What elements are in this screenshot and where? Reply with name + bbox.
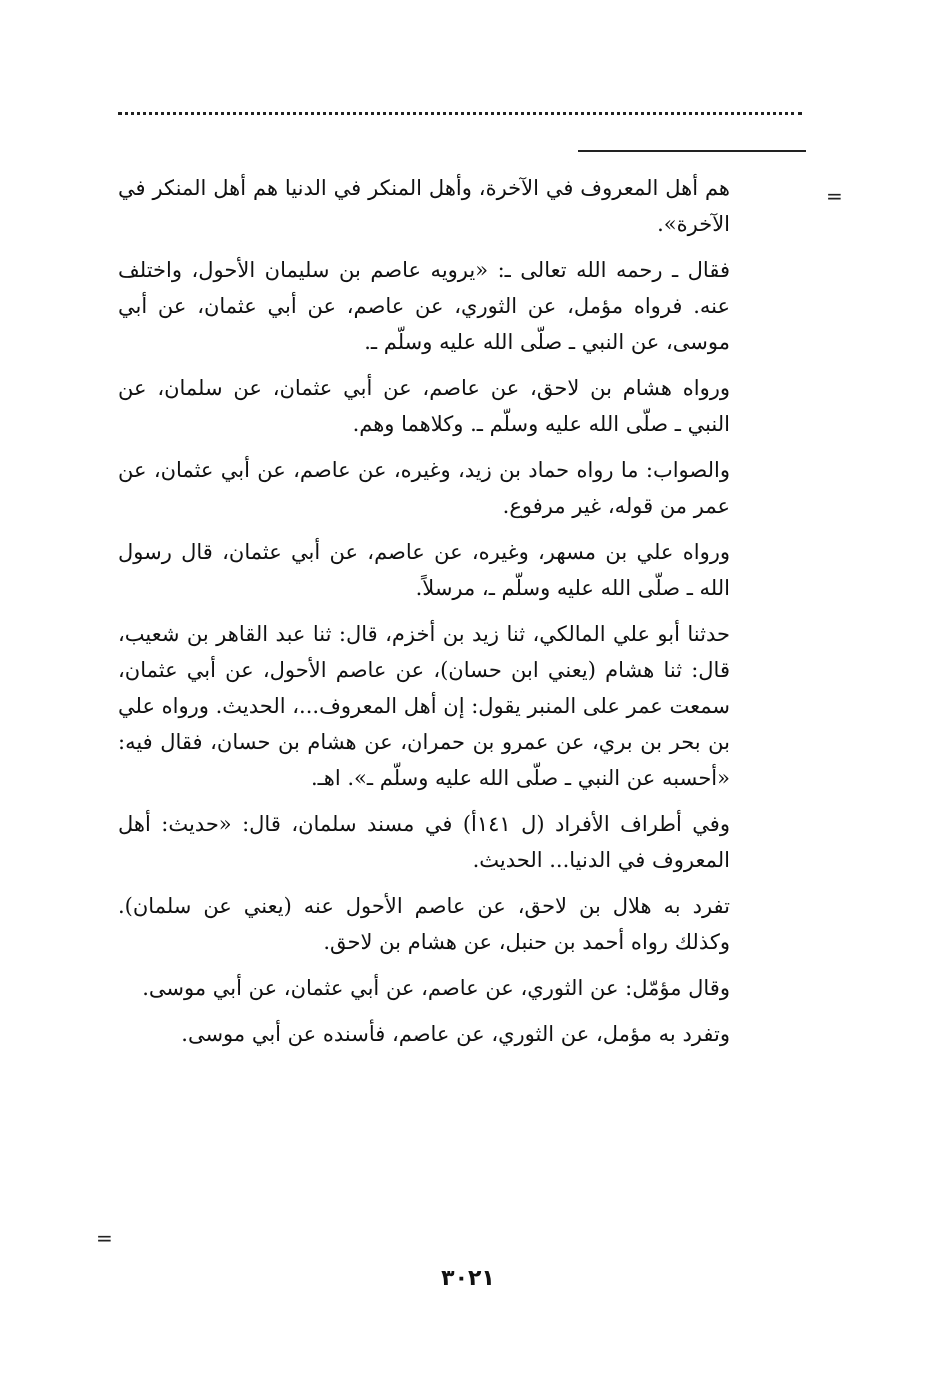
continuation-mark-bottom: = xyxy=(96,1226,113,1250)
paragraph: وقال مؤمّل: عن الثوري، عن عاصم، عن أبي عثمان، عن أبي موسى. xyxy=(142,976,730,1000)
dotted-separator xyxy=(118,112,802,115)
paragraph: والصواب: ما رواه حماد بن زيد، وغيره، عن عاصم، عن أبي عثمان، عن عمر من قوله، غير مرفوع. xyxy=(118,458,730,518)
paragraph: ورواه هشام بن لاحق، عن عاصم، عن أبي عثمان، عن سلمان، عن النبي ـ صلّى الله عليه وسلّم ـ. وكلاهما وهم. xyxy=(118,376,730,436)
paragraph: تفرد به هلال بن لاحق، عن عاصم الأحول عنه (يعني عن سلمان). وكذلك رواه أحمد بن حنبل، عن هشام بن لاحق. xyxy=(118,894,730,954)
paragraph: ورواه علي بن مسهر، وغيره، عن عاصم، عن أبي عثمان، قال رسول الله ـ صلّى الله عليه وسلّم ـ، مرسلاً. xyxy=(118,540,730,600)
page-number: ٣٠٢١ xyxy=(441,1266,495,1291)
paragraph: وفي أطراف الأفراد (ل ١٤١أ) في مسند سلمان، قال: «حديث: أهل المعروف في الدنيا... الحديث. xyxy=(118,812,730,872)
paragraph: فقال ـ رحمه الله تعالى ـ: «يرويه عاصم بن سليمان الأحول، واختلف عنه. فرواه مؤمل، عن الثوري، عن عاصم، عن أبي عثمان، عن أبي موسى، عن النبي ـ صلّى الله عليه وسلّم ـ. xyxy=(118,258,730,354)
paragraph: هم أهل المعروف في الآخرة، وأهل المنكر في الدنيا هم أهل المنكر في الآخرة». xyxy=(118,176,730,236)
continuation-mark-top: = xyxy=(826,184,843,208)
paragraph: وتفرد به مؤمل، عن الثوري، عن عاصم، فأسنده عن أبي موسى. xyxy=(181,1022,730,1046)
footnote-separator-line xyxy=(578,150,806,152)
main-text xyxy=(118,170,730,1062)
paragraph: حدثنا أبو علي المالكي، ثنا زيد بن أخزم، قال: ثنا عبد القاهر بن شعيب، قال: ثنا هشام (يعني ابن حسان)، عن عاصم الأحول، عن أبي عثمان، سمعت عمر على المنبر يقول: إن أهل المعروف...، الحديث. ورواه علي بن بحر بن بري، عن عمرو بن حمران، عن هشام بن حسان، فقال فيه: «أحسبه عن النبي ـ صلّى الله عليه وسلّم ـ». اهـ. xyxy=(118,622,730,790)
